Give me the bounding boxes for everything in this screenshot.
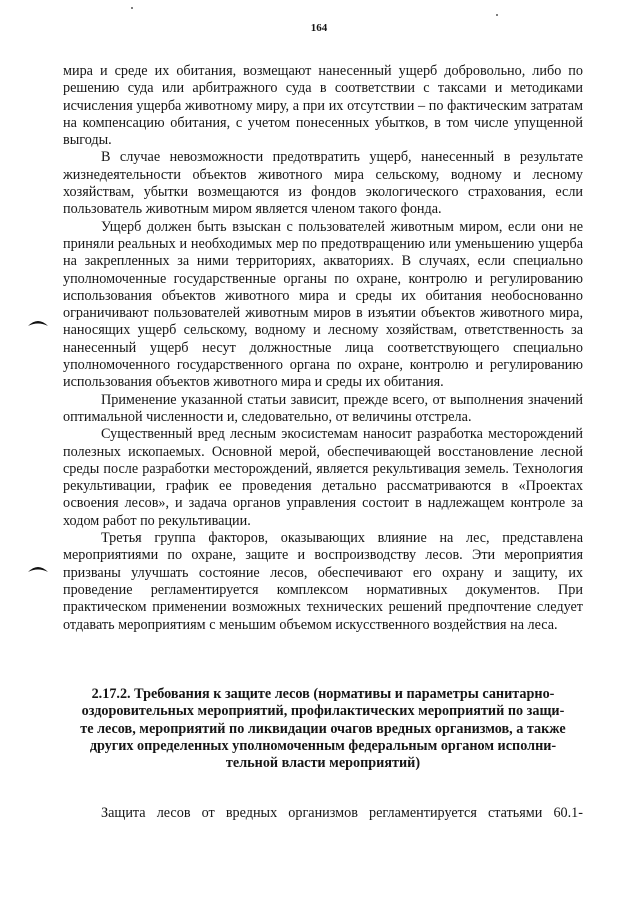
final-text-line: Защита лесов от вредных организмов регламентируется статьями 60.1- bbox=[101, 805, 583, 821]
page-number: 164 bbox=[310, 22, 328, 34]
section-heading-line: тельной власти мероприятий) bbox=[225, 755, 421, 772]
binding-hole-mark-icon bbox=[27, 563, 49, 573]
paragraph: Третья группа факторов, оказывающих влияние на лес, представлена мероприятиями по охране, защите и воспроизводству лесов. Эти мероприятия призваны улучшать состояние лесов, обеспечивают его охрану и защиту, их проведение регламентируется комплексом нормативных документов. При практическом применении возможных технических решений предпочтение следует отдавать мероприятиям с меньшим объемом искусственного воздействия на леса. bbox=[63, 530, 583, 633]
paragraph: Существенный вред лесным экосистемам наносит разработка месторождений полезных ископаемых. Основной мерой, обеспечивающей восстановление лесной среды после разработки месторождений, является рекультивация земель. Технология рекультивации, график ее проведения детально рассматриваются в «Проектах освоения лесов», и задача органов управления состоит в надлежащем контроле за ходом работ по рекультивации. bbox=[63, 426, 583, 529]
section-heading-line: оздоровительных мероприятий, профилактических мероприятий по защи- bbox=[81, 703, 565, 720]
paragraph: Ущерб должен быть взыскан с пользователей животным миром, если они не приняли реальных и необходимых мер по предотвращению или уменьшению ущерба на закрепленных за ними территориях, акваториях. В случаях, если специально уполномоченные государственные органы по охране, контролю и регулированию использования объектов животного мира и среды их обитания необоснованно ограничивают пользователей животным миров в изъятии объектов животного мира, наносящих ущерб сельскому, водному и лесному хозяйствам, ответственность за нанесенный ущерб несут должностные лица соответствующего специально уполномоченного государственного органа по охране, контролю и регулированию использования объектов животного мира и среды их обитания. bbox=[63, 218, 583, 391]
section-heading bbox=[63, 686, 583, 772]
section-heading-line: те лесов, мероприятий по ликвидации очагов вредных организмов, а также bbox=[80, 720, 566, 737]
paragraph: Применение указанной статьи зависит, прежде всего, от выполнения значений оптимальной численности и, следовательно, от величины отстрела. bbox=[63, 391, 583, 425]
binding-hole-mark-icon bbox=[27, 317, 49, 327]
scan-speck bbox=[131, 7, 133, 9]
section-heading-line: 2.17.2. Требования к защите лесов (нормативы и параметры санитарно- bbox=[91, 686, 555, 702]
scan-speck bbox=[496, 14, 498, 16]
paragraph: В случае невозможности предотвратить ущерб, нанесенный в результате жизнедеятельности объектов животного мира сельскому, водному и лесному хозяйствам, убытки возмещаются из фондов экологического страхования, если пользователь животным миром является членом такого фонда. bbox=[63, 149, 583, 218]
body-text bbox=[63, 63, 583, 634]
section-heading-line: других определенных уполномоченным федеральным органом исполни- bbox=[89, 737, 557, 754]
paragraph: мира и среде их обитания, возмещают нанесенный ущерб добровольно, либо по решению суда или арбитражного суда в соответствии с таксами и методиками исчисления ущерба животному миру, а при их отсутствии – по фактическим затратам на компенсацию обитания, с учетом понесенных убытков, в том числе упущенной выгоды. bbox=[63, 63, 583, 149]
